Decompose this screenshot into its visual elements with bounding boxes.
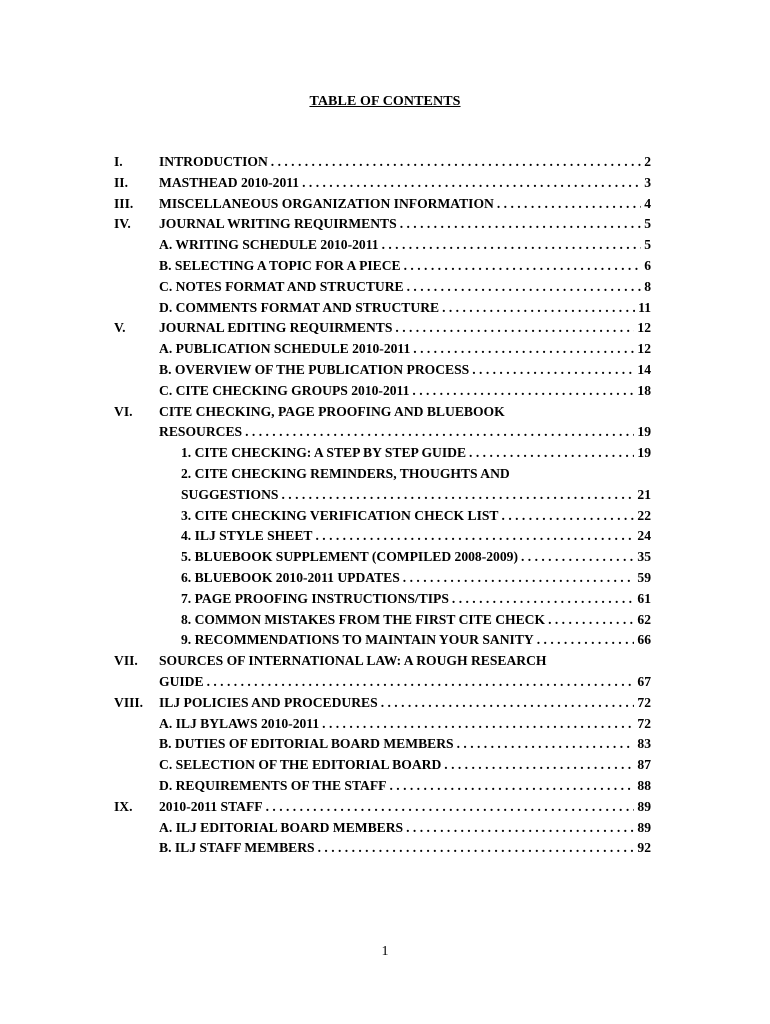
toc-entry-label: A. PUBLICATION SCHEDULE 2010-2011 [159,341,411,357]
toc-page-number: 89 [637,798,651,814]
toc-entry[interactable] [159,672,651,693]
toc-row [0,318,770,339]
table-of-contents [0,152,770,859]
toc-entry-label: MISCELLANEOUS ORGANIZATION INFORMATION [159,195,494,211]
toc-page-number: 87 [637,757,651,773]
toc-section-number: V. [114,320,126,336]
toc-entry[interactable] [159,838,651,859]
toc-row [0,610,770,631]
toc-entry[interactable] [181,568,651,589]
toc-row [0,422,770,443]
toc-section-number: IX. [114,798,133,814]
toc-entry-label: RESOURCES [159,424,243,440]
toc-dot-leader [281,485,634,506]
toc-dot-leader [537,630,635,651]
toc-entry-label: 9. RECOMMENDATIONS TO MAINTAIN YOUR SANITY [181,632,534,648]
toc-row [0,693,770,714]
toc-entry[interactable] [159,214,651,235]
toc-entry[interactable] [181,589,651,610]
toc-dot-leader [302,173,641,194]
toc-row [0,152,770,173]
toc-row [0,277,770,298]
toc-dot-leader [245,422,634,443]
toc-entry-label: A. ILJ EDITORIAL BOARD MEMBERS [159,819,404,835]
toc-dot-leader [318,838,635,859]
toc-entry[interactable] [159,734,651,755]
toc-dot-leader [521,547,634,568]
toc-row [0,256,770,277]
toc-entry[interactable] [181,610,651,631]
toc-page-number: 62 [637,611,651,627]
toc-page-number: 67 [637,673,651,689]
toc-entry[interactable] [159,173,651,194]
toc-row [0,651,770,672]
toc-entry[interactable] [159,318,651,339]
toc-dot-leader [403,568,635,589]
toc-entry[interactable] [181,506,651,527]
toc-entry-label: 2. CITE CHECKING REMINDERS, THOUGHTS AND [181,465,510,481]
toc-dot-leader [406,818,634,839]
toc-entry-label: JOURNAL WRITING REQUIRMENTS [159,216,397,232]
toc-page-number: 8 [644,278,651,294]
toc-section-number: VIII. [114,694,144,710]
toc-row [0,506,770,527]
toc-entry-label: 4. ILJ STYLE SHEET [181,528,313,544]
toc-section-number: VII. [114,653,138,669]
toc-page-number: 5 [644,237,651,253]
toc-row [0,298,770,319]
toc-entry-label: 1. CITE CHECKING: A STEP BY STEP GUIDE [181,445,467,461]
toc-page-number: 22 [637,507,651,523]
toc-row [0,485,770,506]
toc-entry-label: 3. CITE CHECKING VERIFICATION CHECK LIST [181,507,499,523]
toc-row [0,464,770,485]
toc-page-number: 89 [637,819,651,835]
toc-dot-leader [548,610,634,631]
toc-section-number: IV. [114,216,131,232]
toc-row [0,797,770,818]
toc-entry-label: SUGGESTIONS [181,486,279,502]
toc-row [0,235,770,256]
toc-section-number: I. [114,154,123,169]
toc-dot-leader [502,506,635,527]
toc-entry[interactable] [181,526,651,547]
toc-entry-label: 7. PAGE PROOFING INSTRUCTIONS/TIPS [181,590,449,606]
toc-page-number: 72 [637,715,651,731]
toc-entry[interactable] [159,818,651,839]
toc-dot-leader [207,672,635,693]
toc-page-number: 19 [637,445,651,461]
toc-entry[interactable] [159,755,651,776]
toc-dot-leader [472,360,634,381]
toc-row [0,818,770,839]
toc-dot-leader [400,214,642,235]
toc-row [0,526,770,547]
toc-page-number: 14 [637,361,651,377]
toc-entry[interactable] [181,443,651,464]
toc-entry-label: B. ILJ STAFF MEMBERS [159,840,315,856]
toc-page-number: 19 [637,424,651,440]
toc-page-number: 11 [638,299,651,315]
toc-row [0,360,770,381]
toc-entry-label: ILJ POLICIES AND PROCEDURES [159,694,378,710]
toc-entry[interactable] [159,693,651,714]
toc-page-number: 2 [644,154,651,169]
toc-entry[interactable] [159,339,651,360]
toc-row [0,755,770,776]
toc-entry-label: 2010-2011 STAFF [159,798,263,814]
toc-section-number: VI. [114,403,133,419]
toc-row [0,589,770,610]
toc-page-number: 5 [644,216,651,232]
toc-row [0,402,770,423]
toc-dot-leader [395,318,634,339]
toc-entry-label: SOURCES OF INTERNATIONAL LAW: A ROUGH RESEARCH [159,653,547,669]
toc-dot-leader [412,381,634,402]
toc-dot-leader [442,298,635,319]
toc-entry[interactable] [181,547,651,568]
toc-entry[interactable] [159,381,651,402]
toc-page-number: 12 [637,320,651,336]
toc-entry[interactable] [181,485,651,506]
toc-entry-label: 5. BLUEBOOK SUPPLEMENT (COMPILED 2008-2009) [181,549,518,565]
toc-dot-leader [389,776,634,797]
toc-page-number: 4 [644,195,651,211]
toc-entry[interactable] [159,714,651,735]
toc-row [0,838,770,859]
toc-page-number: 66 [637,632,651,648]
toc-row [0,776,770,797]
toc-entry-label: A. WRITING SCHEDULE 2010-2011 [159,237,379,253]
toc-entry-label: MASTHEAD 2010-2011 [159,174,300,190]
toc-row [0,714,770,735]
toc-dot-leader [413,339,634,360]
toc-entry-label: 6. BLUEBOOK 2010-2011 UPDATES [181,569,400,585]
toc-entry-label: C. SELECTION OF THE EDITORIAL BOARD [159,757,442,773]
toc-page-number: 6 [644,257,651,273]
toc-section-number: III. [114,195,134,211]
toc-page-number: 18 [637,382,651,398]
toc-page-number: 72 [637,694,651,710]
toc-page-number: 24 [637,528,651,544]
toc-entry-label: D. REQUIREMENTS OF THE STAFF [159,777,387,793]
toc-entry[interactable] [159,422,651,443]
toc-row [0,214,770,235]
toc-dot-leader [497,194,641,215]
toc-row [0,734,770,755]
toc-entry[interactable] [159,152,651,173]
toc-page-number: 35 [637,549,651,565]
toc-entry-label: A. ILJ BYLAWS 2010-2011 [159,715,320,731]
toc-row [0,568,770,589]
toc-dot-leader [315,526,634,547]
toc-entry-label: D. COMMENTS FORMAT AND STRUCTURE [159,299,440,315]
toc-row [0,547,770,568]
toc-dot-leader [381,693,635,714]
toc-dot-leader [469,443,634,464]
toc-page-number: 88 [637,777,651,793]
toc-dot-leader [271,152,641,173]
toc-row [0,443,770,464]
toc-dot-leader [444,755,634,776]
toc-entry[interactable] [159,298,651,319]
toc-entry-label: CITE CHECKING, PAGE PROOFING AND BLUEBOOK [159,403,505,419]
toc-entry-label: JOURNAL EDITING REQUIRMENTS [159,320,393,336]
toc-entry-label: B. DUTIES OF EDITORIAL BOARD MEMBERS [159,736,454,752]
toc-row [0,173,770,194]
toc-entry-label: B. OVERVIEW OF THE PUBLICATION PROCESS [159,361,470,377]
toc-entry-label: C. CITE CHECKING GROUPS 2010-2011 [159,382,410,398]
toc-dot-leader [404,256,642,277]
toc-entry-label: 8. COMMON MISTAKES FROM THE FIRST CITE CHECK [181,611,546,627]
toc-entry-label: GUIDE [159,673,204,689]
toc-page-number: 92 [637,840,651,856]
toc-page-number: 61 [637,590,651,606]
toc-entry[interactable] [159,277,651,298]
toc-dot-leader [452,589,635,610]
toc-row [0,194,770,215]
toc-entry[interactable] [159,797,651,818]
toc-dot-leader [266,797,635,818]
toc-entry[interactable] [159,256,651,277]
toc-dot-leader [382,235,642,256]
toc-entry[interactable] [159,194,651,215]
toc-section-number: II. [114,174,128,190]
toc-entry[interactable] [181,630,651,651]
toc-dot-leader [457,734,635,755]
toc-page-number: 21 [637,486,651,502]
toc-row [0,672,770,693]
toc-page-number: 83 [637,736,651,752]
toc-page-number: 59 [637,569,651,585]
toc-page-number: 12 [637,341,651,357]
toc-row [0,381,770,402]
toc-entry[interactable] [159,360,651,381]
toc-row [0,630,770,651]
toc-entry-label: B. SELECTING A TOPIC FOR A PIECE [159,257,401,273]
page-title: TABLE OF CONTENTS [309,94,461,109]
page-number: 1 [381,944,389,959]
toc-dot-leader [322,714,634,735]
toc-dot-leader [407,277,642,298]
toc-entry-label: C. NOTES FORMAT AND STRUCTURE [159,278,404,294]
toc-entry[interactable] [159,776,651,797]
toc-row [0,339,770,360]
toc-entry-label: INTRODUCTION [159,154,268,169]
toc-entry[interactable] [159,235,651,256]
toc-page-number: 3 [644,174,651,190]
